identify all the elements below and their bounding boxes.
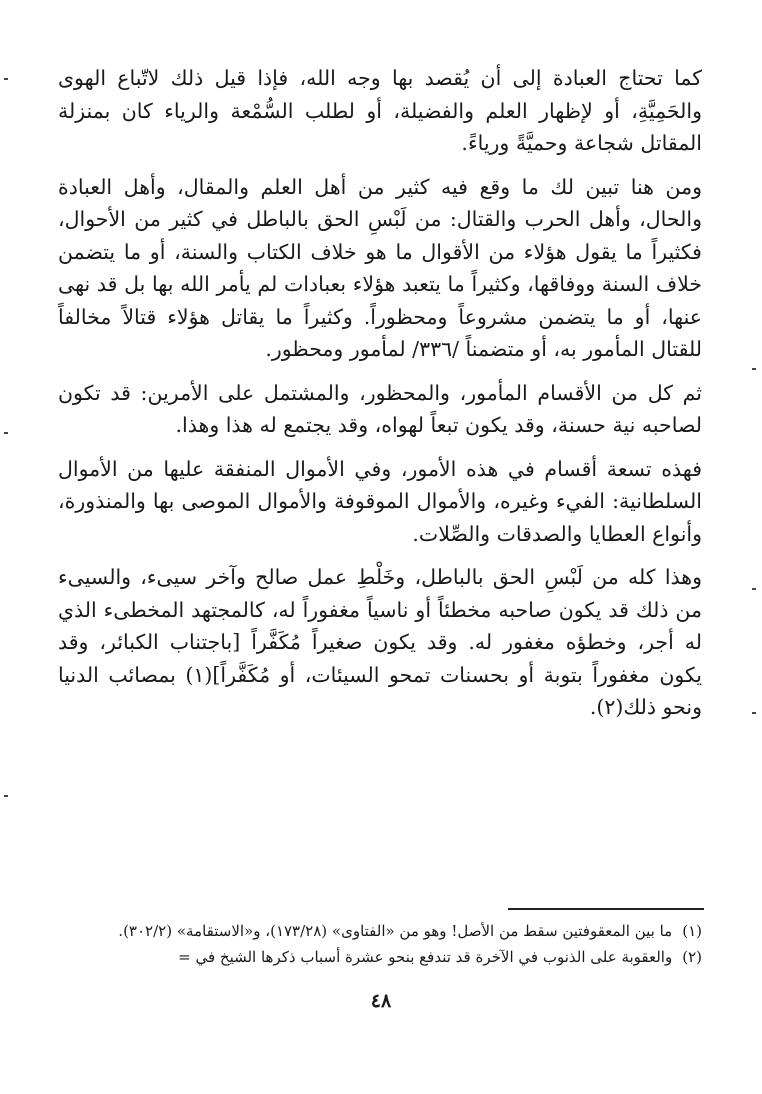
paragraph-3: [58, 377, 702, 442]
paragraph-4: [58, 453, 702, 551]
page-body: [58, 62, 702, 735]
footnote-text: ما بين المعقوفتين سقط من الأصل! وهو من «الفتاوى» (١٧٣/٢٨)، و«الاستقامة» (٣٠٢/٢).: [118, 922, 673, 940]
margin-mark: [752, 588, 756, 590]
paragraph-text: وهذا كله من لَبْسِ الحق بالباطل، وخَلْطِ عمل صالح وآخر سيىء، والسيىء من ذلك قد يكون صاحبه مخطئاً أو ناسياً مغفوراً له، كالمجتهد المخطىء الذي له أجر، وخطؤه مغفور له. وقد يكون صغيراً مُكَفَّراً [باجتناب الكبائر، وقد يكون مغفوراً بتوبة أو بحسنات تمحو السيئات، أو مُكَفَّراً](١) بمصائب الدنيا ونحو ذلك(٢).: [58, 565, 702, 719]
footnote-text: والعقوبة على الذنوب في الآخرة قد تندفع بنحو عشرة أسباب ذكرها الشيخ في =: [178, 948, 673, 966]
paragraph-2: [58, 171, 702, 366]
footnote-separator: [508, 908, 704, 910]
paragraph-5: [58, 561, 702, 724]
margin-mark: [4, 78, 8, 80]
footnotes: [58, 918, 702, 970]
footnote-2: [58, 944, 702, 970]
margin-mark: [4, 432, 8, 434]
margin-mark: [752, 368, 756, 370]
paragraph-text: فهذه تسعة أقسام في هذه الأمور، وفي الأموال المنفقة عليها من الأموال السلطانية: الفيء وغيره، والأموال الموقوفة والأموال الموصى بها والمنذورة، وأنواع العطايا والصدقات والصِّلات.: [58, 456, 702, 546]
margin-mark: [752, 712, 756, 714]
paragraph-1: [58, 62, 702, 160]
paragraph-text: ومن هنا تبين لك ما وقع فيه كثير من أهل العلم والمقال، وأهل العبادة والحال، وأهل الحرب والقتال: من لَبْسِ الحق بالباطل في كثير من الأحوال، فكثيراً ما يقول هؤلاء من الأقوال ما هو خلاف الكتاب والسنة، أو ما يتضمن خلاف السنة ووفاقها، وكثيراً ما يتعبد هؤلاء بعبادات لم يأمر الله بها بل قد نهى عنها، أو ما يتضمن مشروعاً ومحظوراً. وكثيراً ما يقاتل هؤلاء قتالاً مخالفاً للقتال المأمور به، أو متضمناً /٣٣٦/ لمأمور ومحظور.: [58, 174, 702, 361]
page-number: ٤٨: [370, 990, 392, 1012]
margin-mark: [4, 795, 8, 797]
footnote-number: (١): [682, 922, 702, 940]
paragraph-text: كما تحتاج العبادة إلى أن يُقصد بها وجه الله، فإذا قيل ذلك لاتّباع الهوى والحَمِيَّةِ، أو لإظهار العلم والفضيلة، أو لطلب السُّمْعة والرياء كان بمنزلة المقاتل شجاعة وحميَّةً ورياءً.: [58, 66, 702, 155]
paragraph-text: ثم كل من الأقسام المأمور، والمحظور، والمشتمل على الأمرين: قد تكون لصاحبه نية حسنة، وقد يكون تبعاً لهواه، وقد يجتمع له هذا وهذا.: [58, 380, 702, 437]
footnote-number: (٢): [682, 948, 702, 966]
footnote-1: [58, 918, 702, 944]
